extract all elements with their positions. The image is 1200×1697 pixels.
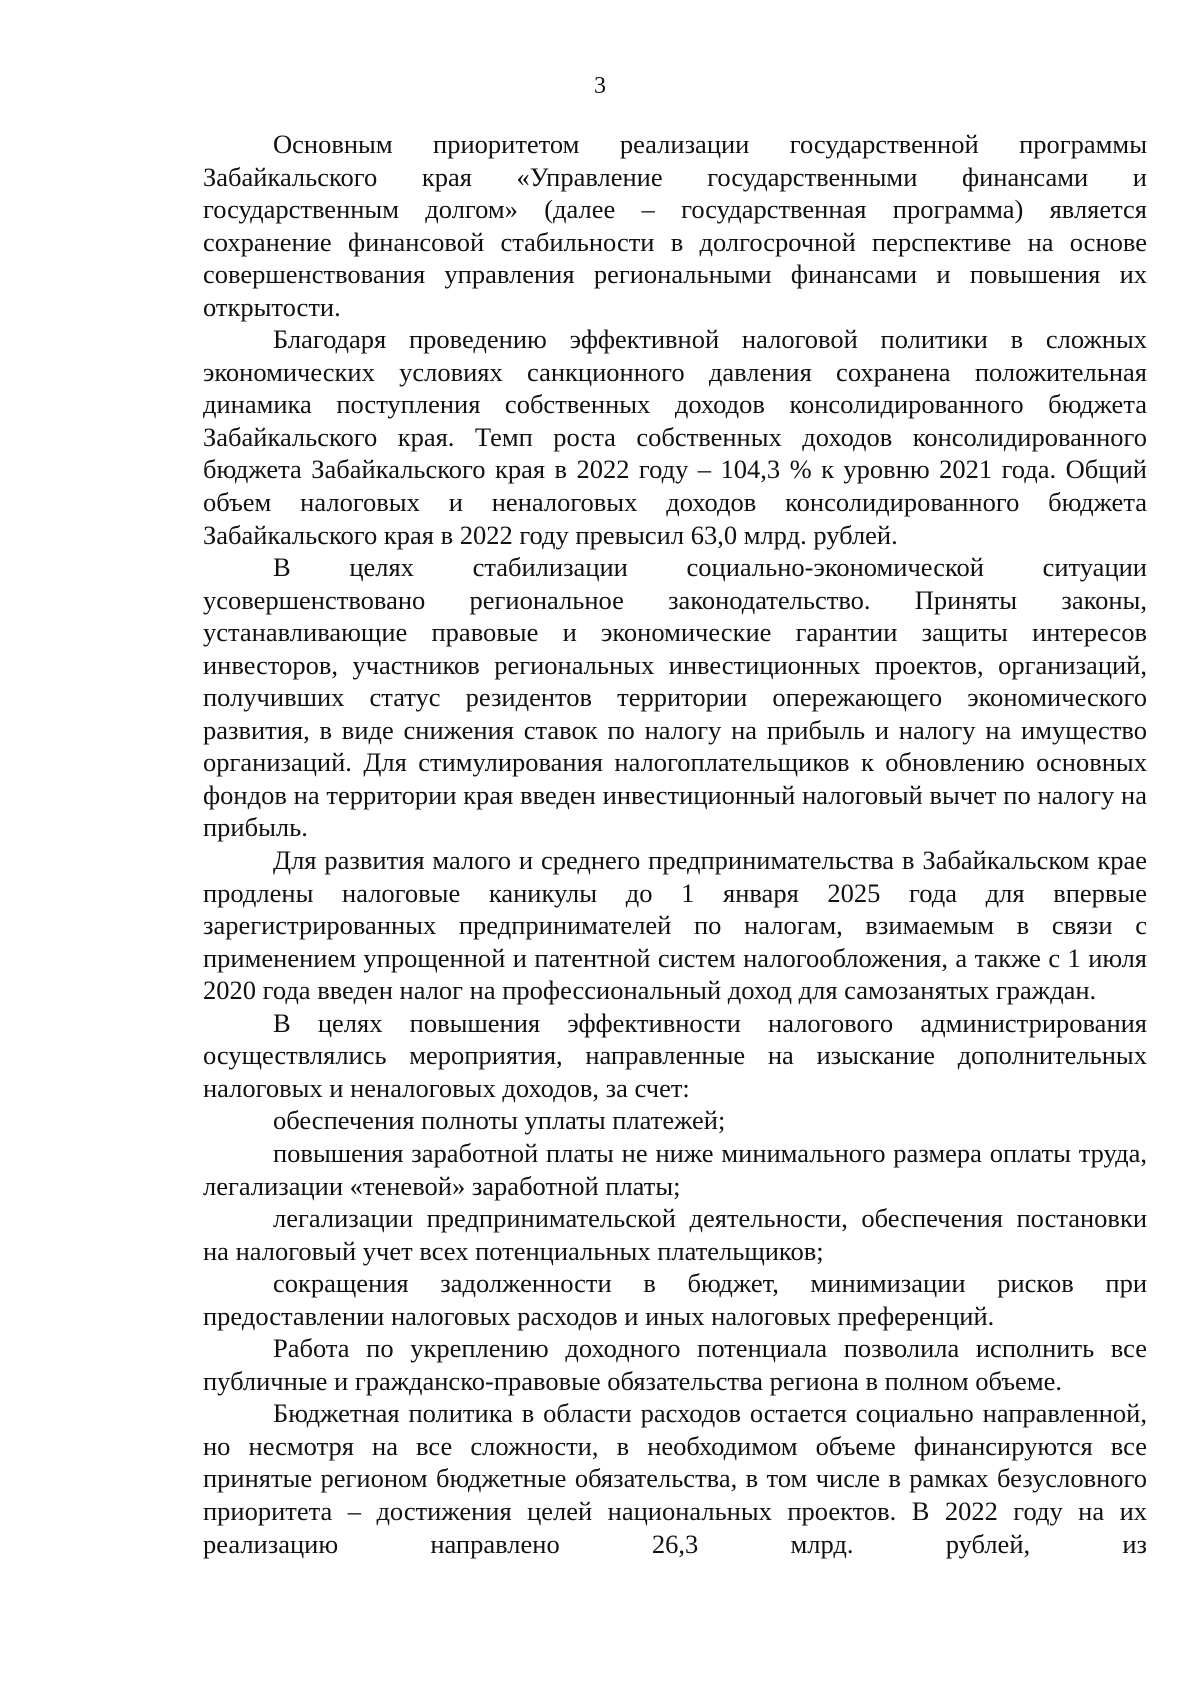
paragraph-revenue-potential: Работа по укреплению доходного потенциала позволила исполнить все публичные и гражданско-правовые обязательства региона в полном объеме. (203, 1333, 1147, 1396)
list-item-business-legalization: легализации предпринимательской деятельности, обеспечения постановки на налоговый учет всех потенциальных плательщиков; (203, 1203, 1147, 1266)
list-item-wages: повышения заработной платы не ниже минимального размера оплаты труда, легализации «теневой» заработной платы; (203, 1137, 1147, 1201)
paragraph-regional-legislation: В целях стабилизации социально-экономической ситуации усовершенствовано региональное законодательство. Приняты законы, устанавливающие правовые и экономические гарантии защиты интересов инвесторов, участников региональных инвестиционных проектов, организаций, получивших статус резидентов территории опережающего экономического развития, в виде снижения ставок по налогу на прибыль и налогу на имущество организаций. Для стимулирования налогоплательщиков к обновлению основных фондов на территории края введен инвестиционный налоговый вычет по налогу на прибыль. (203, 552, 1147, 843)
document-body (203, 128, 1147, 1560)
paragraph-tax-policy: Благодаря проведению эффективной налоговой политики в сложных экономических условиях санкционного давления сохранена положительная динамика поступления собственных доходов консолидированного бюджета Забайкальского края. Темп роста собственных доходов консолидированного бюджета Забайкальского края в 2022 году – 104,3 % к уровню 2021 года. Общий объем налоговых и неналоговых доходов консолидированного бюджета Забайкальского края в 2022 году превысил 63,0 млрд. рублей. (203, 324, 1147, 550)
list-item-payments: обеспечения полноты уплаты платежей; (273, 1105, 726, 1136)
paragraph-program-priority: Основным приоритетом реализации государственной программы Забайкальского края «Управление государственными финансами и государственным долгом» (далее – государственная программа) является сохранение финансовой стабильности в долгосрочной перспективе на основе совершенствования управления региональными финансами и повышения их открытости. (203, 129, 1147, 322)
paragraph-tax-administration: В целях повышения эффективности налогового администрирования осуществлялись мероприятия, направленные на изыскание дополнительных налоговых и неналоговых доходов, за счет: (203, 1007, 1147, 1103)
paragraph-small-business: Для развития малого и среднего предпринимательства в Забайкальском крае продлены налоговые каникулы до 1 января 2025 года для впервые зарегистрированных предпринимателей по налогам, взимаемым в связи с применением упрощенной и патентной систем налогообложения, а также с 1 июля 2020 года введен налог на профессиональный доход для самозанятых граждан. (203, 845, 1147, 1006)
page-number: 3 (594, 73, 606, 99)
list-item-debt-reduction: сокращения задолженности в бюджет, минимизации рисков при предоставлении налоговых расходов и иных налоговых преференций. (203, 1268, 1147, 1331)
paragraph-expenditure-policy: Бюджетная политика в области расходов остается социально направленной, но несмотря на все сложности, в необходимом объеме финансируются все принятые регионом бюджетные обязательства, в том числе в рамках безусловного приоритета – достижения целей национальных проектов. В 2022 году на их реализацию направлено 26,3 млрд. рублей, из (203, 1398, 1147, 1559)
